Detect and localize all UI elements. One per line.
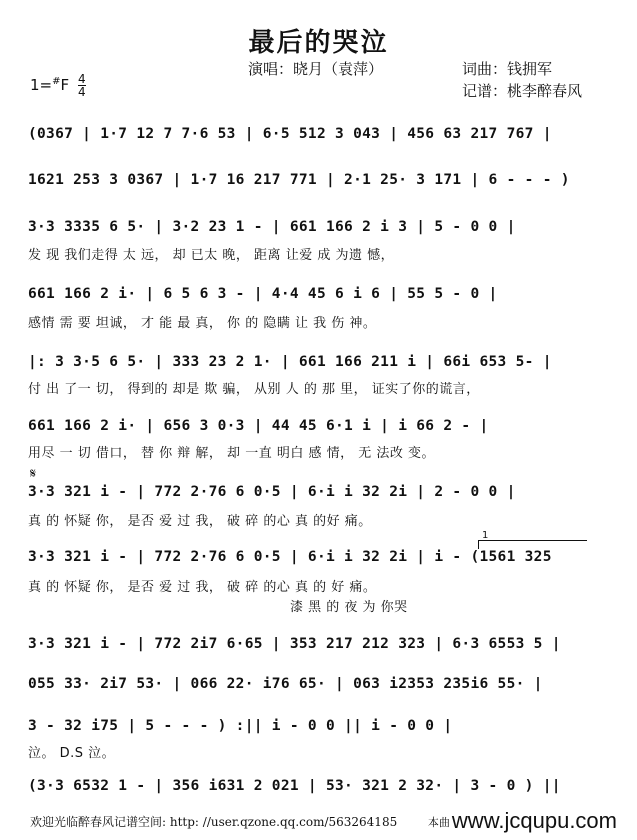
first-ending-label: 1 [482, 530, 489, 541]
footer-text: 欢迎光临醉春风记谱空间: http: //user.qzone.qq.com/563264185 [30, 815, 398, 829]
notation-line: 055 33· 2i7 53· | 066 22· i76 65· | 063 i2353 235i6 55· | [28, 676, 543, 692]
site-watermark [428, 808, 617, 834]
time-signature [78, 73, 86, 98]
first-ending-bracket [478, 540, 587, 549]
notation-line: 3·3 3335 6 5· | 3·2 23 1 - | 661 166 2 i 3 | 5 - 0 0 | [28, 219, 516, 235]
segno-sign: 𝄋 [30, 466, 37, 482]
notation-line: 661 166 2 i· | 656 3 0·3 | 44 45 6·1 i | i 66 2 - | [28, 418, 489, 434]
notation-line: 3·3 321 i - | 772 2i7 6·65 | 353 217 212 323 | 6·3 6553 5 | [28, 636, 561, 652]
lyric-line: 真 的 怀疑 你， 是否 爱 过 我， 破 碎 的心 真 的 好 痛。 [28, 580, 377, 595]
notation-line: 3 - 32 i75 | 5 - - - ) :|| i - 0 0 || i - 0 0 | [28, 718, 453, 734]
lyric-line: 用尽 一 切 借口， 替 你 辩 解， 却 一直 明白 感 情， 无 法改 变。 [28, 446, 435, 461]
lyric-line: 泣。 D.S 泣。 [28, 746, 116, 761]
lyricist-composer-credit: 词曲：钱拥军 [462, 60, 553, 78]
key-note: F [60, 76, 70, 94]
notation-line: 1621 253 3 0367 | 1·7 16 217 771 | 2·1 25· 3 171 | 6 - - - ) [28, 172, 570, 188]
notation-line: |: 3 3·5 6 5· | 333 23 2 1· | 661 166 211 i | 66i 653 5- | [28, 354, 552, 370]
watermark-prefix: 本曲 [427, 817, 450, 830]
sharp-symbol: # [52, 76, 61, 87]
lyric-line: 真 的 怀疑 你， 是否 爱 过 我， 破 碎 的心 真 的好 痛。 [28, 514, 372, 529]
notation-line: 3·3 321 i - | 772 2·76 6 0·5 | 6·i i 32 2i | 2 - 0 0 | [28, 484, 516, 500]
time-signature-top: 4 [77, 72, 86, 86]
key-signature [30, 73, 86, 98]
lyric-line: 付 出 了一 切， 得到的 却是 欺 骗， 从别 人 的 那 里， 证实了你的谎言， [28, 382, 480, 397]
song-title: 最后的哭泣 [248, 28, 389, 58]
lyric-line-alt: 漆 黑 的 夜 为 你哭 [290, 600, 408, 615]
notation-line: 3·3 321 i - | 772 2·76 6 0·5 | 6·i i 32 2i | i - (1561 325 [28, 549, 552, 565]
watermark-url: www.jcqupu.com [451, 808, 617, 833]
notation-line: 661 166 2 i· | 6 5 6 3 - | 4·4 45 6 i 6 | 55 5 - 0 | [28, 286, 498, 302]
key-prefix: 1= [30, 76, 53, 94]
notation-line: (0367 | 1·7 12 7 7·6 53 | 6·5 512 3 043 | 456 63 217 767 | [28, 126, 552, 142]
lyric-line: 感情 需 要 坦诚， 才 能 最 真， 你 的 隐瞒 让 我 伤 神。 [28, 316, 377, 331]
lyric-line: 发 现 我们走得 太 远， 却 已太 晚， 距离 让爱 成 为遗 憾， [28, 248, 395, 263]
transcriber-credit: 记谱：桃李醉春风 [462, 82, 583, 100]
singer-credit: 演唱：晓月（袁萍） [248, 60, 384, 78]
notation-line: (3·3 6532 1 - | 356 i631 2 021 | 53· 321 2 32· | 3 - 0 ) || [28, 778, 561, 794]
time-signature-bottom: 4 [77, 85, 86, 99]
